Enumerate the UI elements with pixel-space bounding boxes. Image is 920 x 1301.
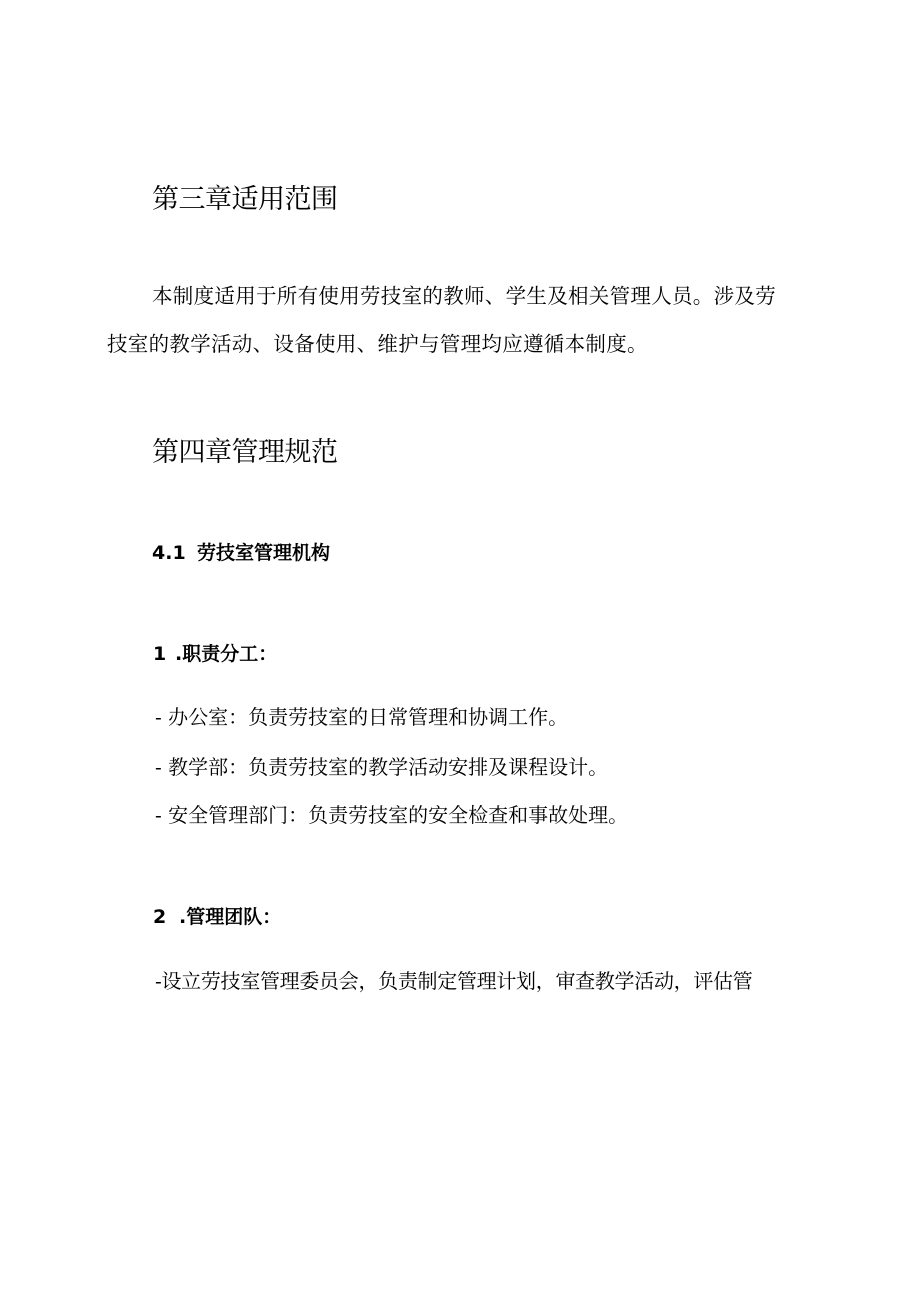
item-1-title: .职责分工： <box>175 643 278 665</box>
item-1-bullet-safety: - 安全管理部门：负责劳技室的安全检查和事故处理。 <box>155 803 629 827</box>
item-2-title: .管理团队： <box>179 906 282 928</box>
chapter-3-paragraph-line-1: 本制度适用于所有使用劳技室的教师、学生及相关管理人员。涉及劳 <box>152 284 776 308</box>
item-2-line-1: -设立劳技室管理委员会，负责制定管理计划，审查教学活动，评估管 <box>155 969 753 993</box>
section-4-1-title: 劳技室管理机构 <box>197 542 331 564</box>
item-1-number: 1 <box>153 643 167 665</box>
item-2-number: 2 <box>153 906 167 928</box>
item-1-bullet-office: - 办公室：负责劳技室的日常管理和协调工作。 <box>155 705 569 729</box>
chapter-4-title: 第四章管理规范 <box>152 437 338 468</box>
item-1-bullet-teaching: - 教学部：负责劳技室的教学活动安排及课程设计。 <box>155 755 609 779</box>
section-4-1-number: 4.1 <box>152 542 186 564</box>
chapter-3-title: 第三章适用范围 <box>152 184 338 215</box>
chapter-3-paragraph-line-2: 技室的教学活动、设备使用、维护与管理均应遵循本制度。 <box>107 332 648 356</box>
